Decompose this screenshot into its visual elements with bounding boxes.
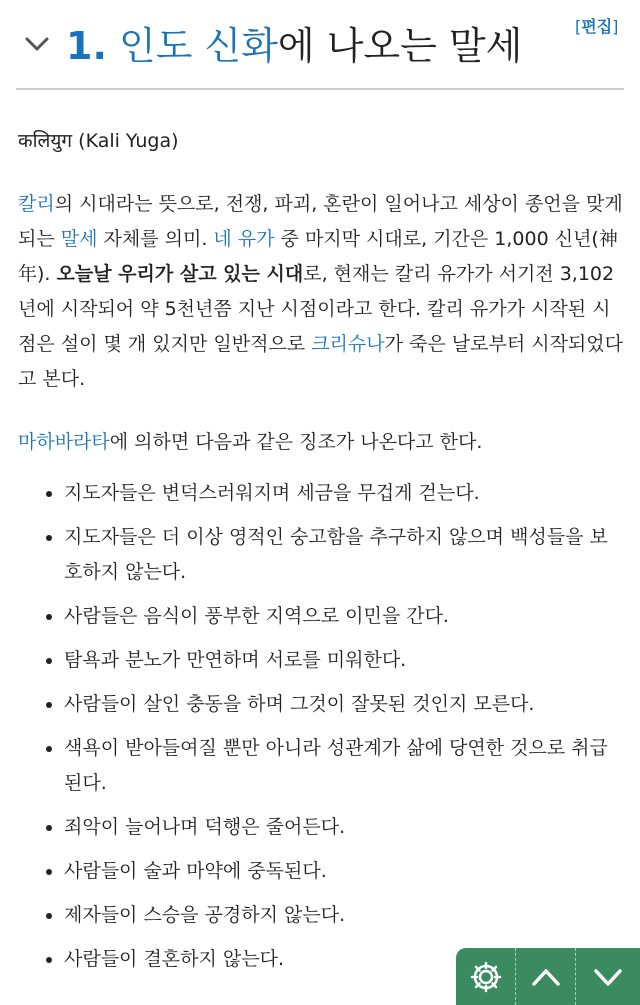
section-number: 1. bbox=[66, 24, 107, 68]
link-indian-mythology[interactable]: 인도 신화 bbox=[118, 24, 278, 68]
text-span: 가 죽은 날로부터 시작되었다고 본다. bbox=[18, 333, 623, 390]
section-title-rest: 에 나오는 말세 bbox=[277, 24, 523, 68]
text-span: 에 의하면 다음과 같은 징조가 나온다고 한다. bbox=[109, 431, 483, 453]
list-item: 죄악이 늘어나며 덕행은 줄어든다. bbox=[18, 810, 624, 845]
list-item: 색욕이 받아들여질 뿐만 아니라 성관계가 삶에 당연한 것으로 취급된다. bbox=[18, 731, 624, 801]
text-span: 의 시대라는 뜻으로, 전쟁, 파괴, 혼란이 일어나고 세상이 종언을 맞게되는 bbox=[18, 193, 623, 250]
scroll-down-button[interactable] bbox=[576, 948, 640, 1005]
list-item: 사람들이 살인 충동을 하며 그것이 잘못된 것인지 모른다. bbox=[18, 687, 624, 722]
list-item: 지도자들은 더 이상 영적인 숭고함을 추구하지 않으며 백성들을 보호하지 않는다. bbox=[18, 520, 624, 590]
paragraph-mahabharata bbox=[18, 425, 624, 460]
section-header bbox=[0, 0, 640, 92]
chevron-down-icon bbox=[592, 965, 624, 989]
paragraph-kali-yuga bbox=[18, 187, 624, 397]
link-mahabharata[interactable]: 마하바라타 bbox=[18, 431, 110, 453]
link-four-yuga[interactable]: 네 유가 bbox=[213, 228, 275, 250]
list-item: 사람들은 음식이 풍부한 지역으로 이민을 간다. bbox=[18, 599, 624, 634]
list-item: 사람들이 결혼하지 않는다. bbox=[18, 942, 624, 977]
edit-label[interactable]: 편집 bbox=[581, 17, 613, 36]
text-span: 로, 현재는 칼리 유가가 서기전 3,102년에 시작되어 약 5천년쯤 지난 시점이라고 한다. 칼리 유가가 시작된 시점은 설이 몇 개 있지만 일반적으로 bbox=[18, 263, 615, 355]
text-span: 중 마지막 시대로, 기간은 1,000 신년(神年). bbox=[18, 228, 618, 285]
text-span: 자체를 의미. bbox=[97, 228, 214, 250]
link-malse[interactable]: 말세 bbox=[60, 228, 98, 250]
chevron-down-icon[interactable] bbox=[24, 34, 50, 54]
list-item: 지도자들은 변덕스러워지며 세금을 무겁게 걷는다. bbox=[18, 476, 624, 511]
list-item: 사람들이 술과 마약에 중독된다. bbox=[18, 854, 624, 889]
edit-link[interactable]: [편집] bbox=[575, 17, 619, 36]
list-item: 탐욕과 분노가 만연하며 서로를 미워한다. bbox=[18, 643, 624, 678]
scroll-up-button[interactable] bbox=[516, 948, 576, 1005]
bold-phrase: 오늘날 우리가 살고 있는 시대 bbox=[56, 263, 304, 285]
devanagari-term: कलियुग (Kali Yuga) bbox=[18, 130, 179, 152]
link-krishna[interactable]: 크리슈나 bbox=[311, 333, 385, 355]
list-item: 제자들이 스승을 공경하지 않는다. bbox=[18, 898, 624, 933]
floating-toolbar bbox=[456, 948, 640, 1005]
section-divider bbox=[16, 88, 624, 90]
link-kali[interactable]: 칼리 bbox=[18, 193, 55, 215]
gear-icon bbox=[468, 959, 504, 995]
article-content bbox=[18, 124, 624, 986]
section-title bbox=[66, 16, 522, 76]
settings-button[interactable] bbox=[456, 948, 516, 1005]
signs-list bbox=[18, 476, 624, 977]
chevron-up-icon bbox=[530, 965, 562, 989]
